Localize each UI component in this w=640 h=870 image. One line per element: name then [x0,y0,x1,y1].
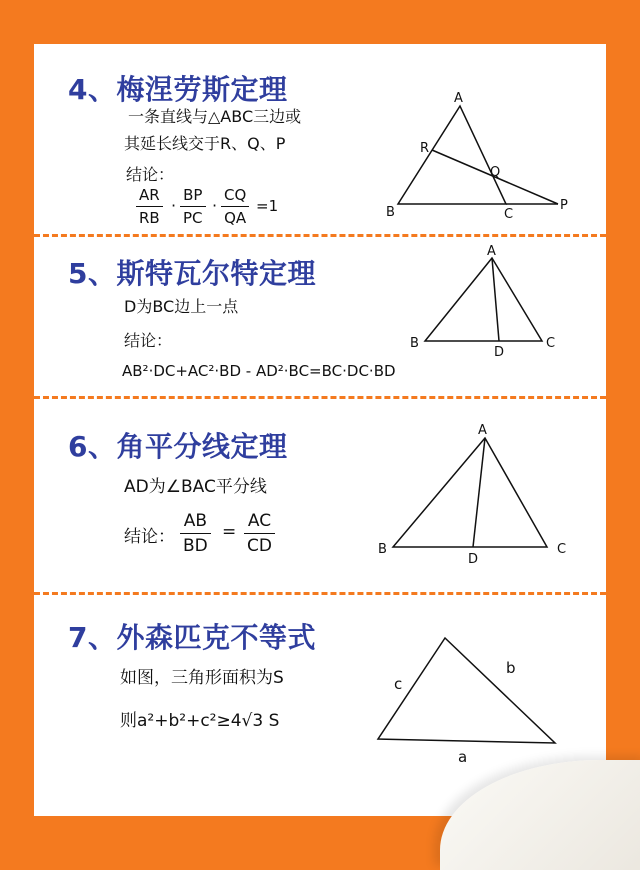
menelaus-desc-line1: 一条直线与△ABC三边或 [128,107,302,126]
fraction-bar [180,533,211,534]
section-divider [34,234,606,237]
section-title-stewart: 5、斯特瓦尔特定理 [68,257,316,290]
fraction-numerator: CQ [224,186,247,204]
fraction-denominator: PC [183,209,203,227]
menelaus-desc-line2: 其延长线交于R、Q、P [124,134,286,153]
triangle-abc [425,258,542,341]
label-r: R [420,141,430,156]
bisector-desc: AD为∠BAC平分线 [124,477,267,497]
multiply-dot: · [212,196,218,215]
label-c: c [394,675,403,693]
bisector-conclusion-label: 结论： [124,527,175,547]
label-p: P [560,198,568,213]
stewart-diagram [405,240,565,360]
fraction-bar [221,206,249,207]
label-a: A [478,423,487,438]
fraction-denominator: RB [139,209,160,227]
bisector-ad [473,438,485,547]
fraction-denominator: BD [183,536,208,556]
menelaus-fraction-ar-rb [136,186,163,227]
section-title-menelaus: 4、梅涅劳斯定理 [68,73,288,106]
menelaus-fraction-bp-pc [180,186,206,227]
weitzenbock-inequality: 则a²+b²+c²≥4√3 S [120,711,280,731]
label-b: b [506,659,516,677]
label-d: D [468,552,479,567]
label-d: D [494,345,505,360]
section-title-angle-bisector: 6、角平分线定理 [68,430,288,463]
weitzenbock-desc: 如图，三角形面积为S [120,668,284,688]
label-a: a [458,748,468,766]
triangle-abc [398,106,506,204]
stewart-desc: D为BC边上一点 [124,297,239,316]
fraction-numerator: AC [247,511,272,531]
fraction-bar [244,533,275,534]
label-b: B [386,205,395,220]
label-q: Q [490,165,501,180]
fraction-denominator: CD [247,536,272,556]
segment-ad [492,258,499,341]
menelaus-equals-one: =1 [256,197,279,215]
fraction-bar [136,206,163,207]
angle-bisector-diagram [375,420,575,570]
label-b: B [378,542,387,557]
bisector-fraction-ac-cd [244,511,275,556]
menelaus-diagram [380,90,580,225]
menelaus-conclusion-label: 结论： [126,165,175,184]
bisector-equals: = [222,522,237,542]
label-b: B [410,336,419,351]
fraction-denominator: QA [224,209,247,227]
fraction-numerator: AR [139,186,160,204]
menelaus-fraction-cq-qa [221,186,249,227]
fraction-numerator: BP [183,186,203,204]
bisector-fraction-ab-bd [180,511,211,556]
triangle-abc [378,638,555,743]
label-c: C [557,542,567,557]
label-c: C [546,336,556,351]
multiply-dot: · [171,196,177,215]
fraction-bar [180,206,206,207]
section-title-weitzenbock: 7、外森匹克不等式 [68,621,316,654]
stewart-conclusion-label: 结论： [124,331,173,350]
triangle-abc [393,438,547,547]
label-c: C [504,207,514,222]
weitzenbock-diagram [370,625,570,770]
label-a: A [487,244,496,259]
section-divider [34,396,606,399]
section-divider [34,592,606,595]
label-a: A [454,91,463,106]
fraction-numerator: AB [183,511,208,531]
stewart-formula: AB²·DC+AC²·BD - AD²·BC=BC·DC·BD [122,362,396,380]
